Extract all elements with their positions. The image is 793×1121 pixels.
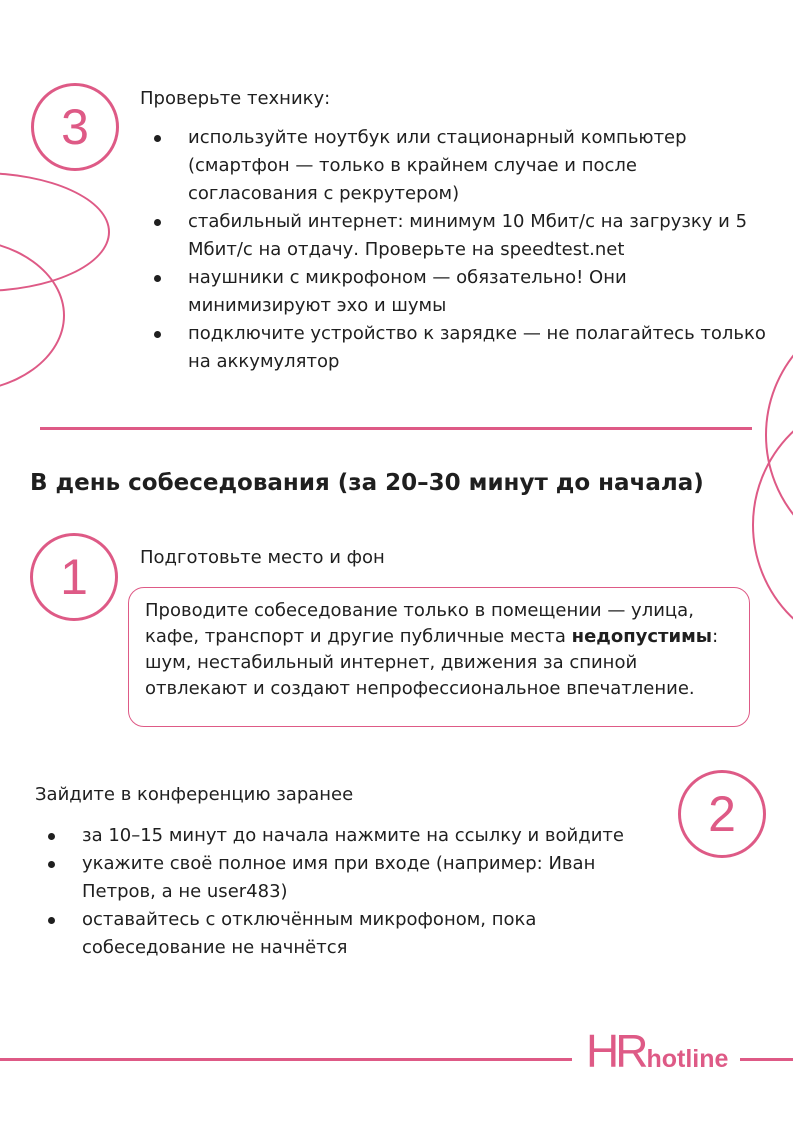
logo-word: hotline — [646, 1045, 729, 1073]
callout-emphasis: недопустимы — [571, 626, 713, 647]
list-item: оставайтесь с отключённым микрофоном, пока собеседование не начнётся — [82, 906, 672, 962]
step-3-title: Проверьте технику: — [140, 88, 331, 109]
logo-mark: HR — [586, 1025, 645, 1077]
section-divider — [40, 427, 752, 430]
hr-hotline-logo — [586, 1025, 729, 1077]
step-number-2-icon: 2 — [678, 770, 766, 858]
list-item: используйте ноутбук или стационарный компьютер (смартфон — только в крайнем случае и после согласования с рекрутером) — [188, 124, 768, 208]
footer-line-left — [0, 1058, 572, 1061]
callout-box — [128, 587, 750, 727]
list-item: за 10–15 минут до начала нажмите на ссылку и войдите — [82, 822, 672, 850]
step-2-checklist — [82, 822, 672, 962]
list-item: подключите устройство к зарядке — не полагайтесь только на аккумулятор — [188, 320, 768, 376]
step-3-checklist — [188, 124, 768, 376]
step-1-title: Подготовьте место и фон — [140, 547, 385, 568]
list-item: наушники с микрофоном — обязательно! Они минимизируют эхо и шумы — [188, 264, 768, 320]
step-2-title: Зайдите в конференцию заранее — [35, 784, 354, 805]
footer-line-right — [740, 1058, 793, 1061]
section-heading: В день собеседования (за 20–30 минут до начала) — [30, 470, 704, 496]
list-item: укажите своё полное имя при входе (например: Иван Петров, а не user483) — [82, 850, 672, 906]
list-item: стабильный интернет: минимум 10 Мбит/с на загрузку и 5 Мбит/с на отдачу. Проверьте на speedtest.net — [188, 208, 768, 264]
callout-text: Проводите собеседование только в помещении — улица, кафе, транспорт и другие публичные места — [145, 600, 694, 647]
step-number-1-icon: 1 — [30, 533, 118, 621]
callout-text-end: : шум, нестабильный интернет, движения за спиной отвлекают и создают непрофессиональное впечатление. — [145, 626, 719, 699]
step-number-3-icon: 3 — [31, 83, 119, 171]
